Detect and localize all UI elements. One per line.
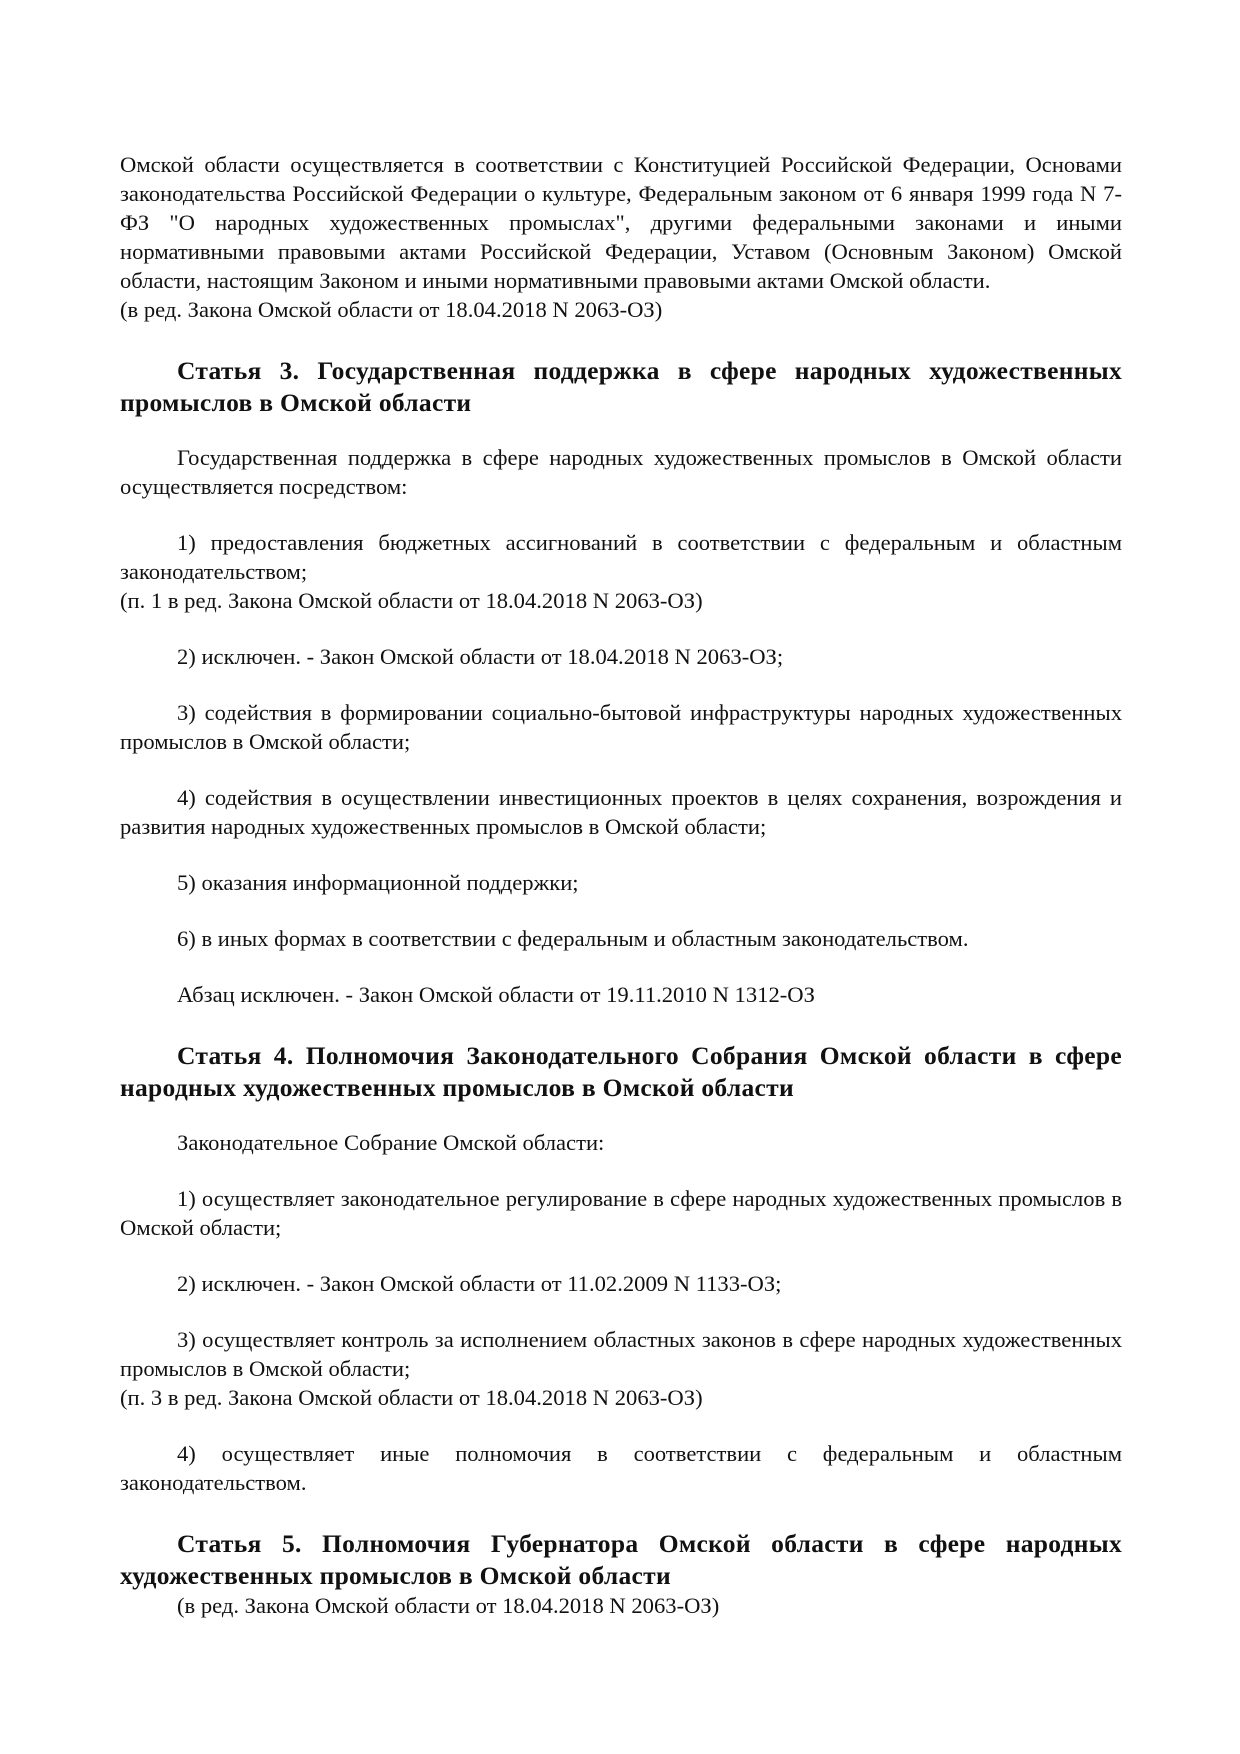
document-page <box>120 150 1122 1620</box>
article-3-item-1: 1) предоставления бюджетных ассигнований в соответствии с федеральным и областным законодательством; <box>120 530 1122 584</box>
article-5-amendment-note: (в ред. Закона Омской области от 18.04.2018 N 2063-ОЗ) <box>177 1593 720 1618</box>
article-3-removed-paragraph: Абзац исключен. - Закон Омской области от 19.11.2010 N 1312-ОЗ <box>177 982 815 1007</box>
article-4-item-1: 1) осуществляет законодательное регулирование в сфере народных художественных промыслов в Омской области; <box>120 1186 1122 1240</box>
article-5-heading: Статья 5. Полномочия Губернатора Омской области в сфере народных художественных промыслов в Омской области <box>120 1529 1122 1590</box>
article-3-item-6: 6) в иных формах в соответствии с федеральным и областным законодательством. <box>177 926 969 951</box>
article-4-lead: Законодательное Собрание Омской области: <box>177 1130 605 1155</box>
article-3-item-1-note: (п. 1 в ред. Закона Омской области от 18.04.2018 N 2063-ОЗ) <box>120 588 703 613</box>
article-3-heading: Статья 3. Государственная поддержка в сфере народных художественных промыслов в Омской области <box>120 356 1122 417</box>
article-3-item-4: 4) содействия в осуществлении инвестиционных проектов в целях сохранения, возрождения и развития народных художественных промыслов в Омской области; <box>120 785 1122 839</box>
article-4-heading: Статья 4. Полномочия Законодательного Собрания Омской области в сфере народных художественных промыслов в Омской области <box>120 1041 1122 1102</box>
article-4-item-3-note: (п. 3 в ред. Закона Омской области от 18.04.2018 N 2063-ОЗ) <box>120 1385 703 1410</box>
article-3-lead: Государственная поддержка в сфере народных художественных промыслов в Омской области осуществляется посредством: <box>120 445 1122 499</box>
article-3-item-5: 5) оказания информационной поддержки; <box>177 870 579 895</box>
article-3-item-3: 3) содействия в формировании социально-бытовой инфраструктуры народных художественных промыслов в Омской области; <box>120 700 1122 754</box>
article-3-item-2: 2) исключен. - Закон Омской области от 18.04.2018 N 2063-ОЗ; <box>177 644 784 669</box>
article-4-item-2: 2) исключен. - Закон Омской области от 11.02.2009 N 1133-ОЗ; <box>177 1271 782 1296</box>
article-4-item-3: 3) осуществляет контроль за исполнением областных законов в сфере народных художественных промыслов в Омской области; <box>120 1327 1122 1381</box>
article-4-item-4: 4) осуществляет иные полномочия в соответствии с федеральным и областным законодательством. <box>120 1441 1122 1495</box>
intro-amendment-note: (в ред. Закона Омской области от 18.04.2018 N 2063-ОЗ) <box>120 297 663 322</box>
intro-paragraph: Омской области осуществляется в соответствии с Конституцией Российской Федерации, Основами законодательства Российской Федерации о культуре, Федеральным законом от 6 января 1999 года N 7-ФЗ "О народных художественных промыслах", другими федеральными законами и иными нормативными правовыми актами Российской Федерации, Уставом (Основным Законом) Омской области, настоящим Законом и иными нормативными правовыми актами Омской области. <box>120 152 1122 293</box>
